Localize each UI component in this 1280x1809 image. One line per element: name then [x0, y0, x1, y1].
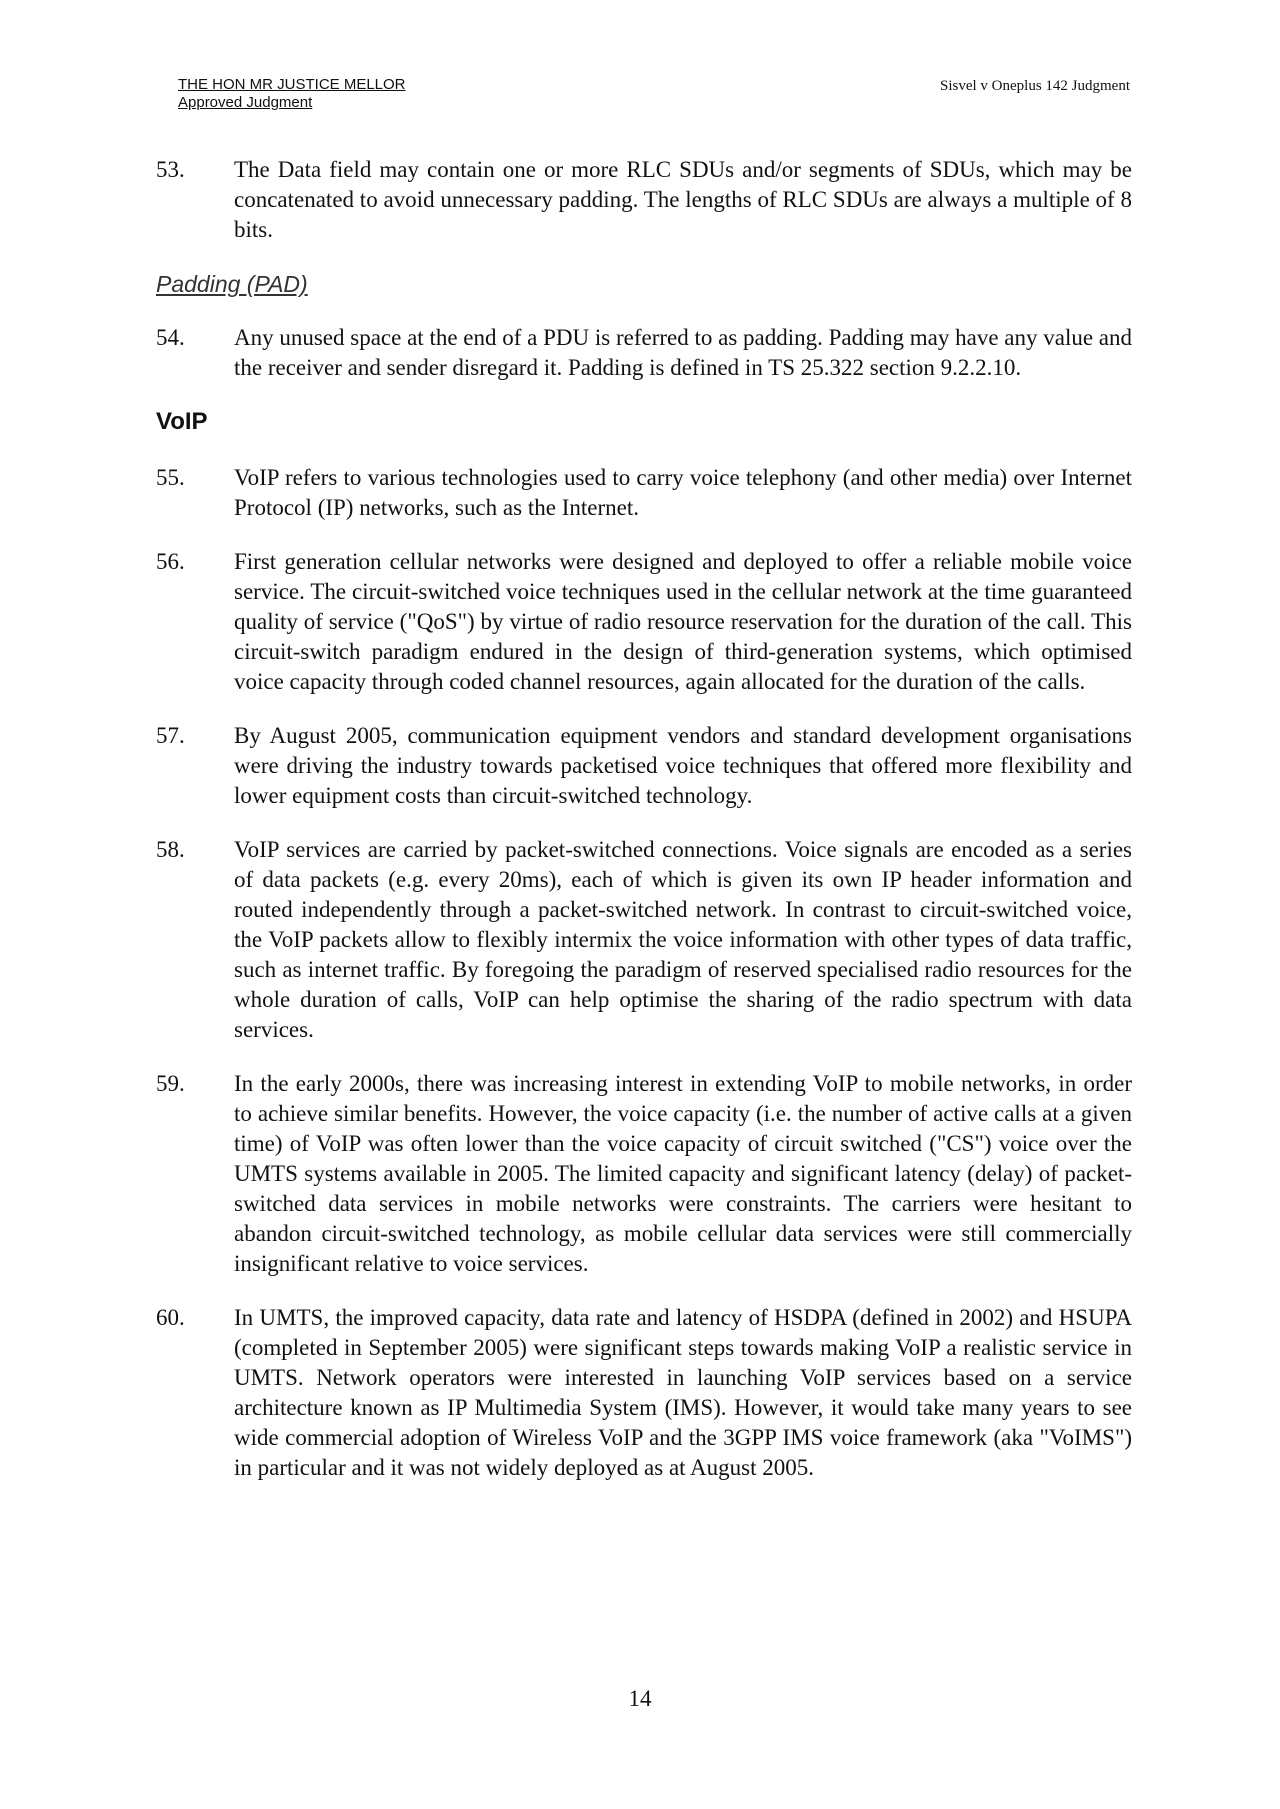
paragraph-59 [156, 1069, 1132, 1279]
judgment-status: Approved Judgment [178, 94, 313, 111]
paragraph-54 [156, 323, 1132, 383]
paragraph-number: 55. [156, 465, 185, 490]
paragraph-58 [156, 835, 1132, 1045]
paragraph-number: 58. [156, 837, 185, 862]
paragraph-text: In UMTS, the improved capacity, data rate and latency of HSDPA (defined in 2002) and HSUPA (completed in September 2005) were significant steps towards making VoIP a realistic service in UMTS. Network operators were interested in launching VoIP services based on a service architecture known as IP Multimedia System (IMS). However, it would take many years to see wide commercial adoption of Wireless VoIP and the 3GPP IMS voice framework (aka "VoIMS") in particular and it was not widely deployed as at August 2005. [234, 1305, 1132, 1480]
judge-name: THE HON MR JUSTICE MELLOR [178, 76, 406, 93]
section-heading-voip: VoIP [156, 408, 208, 435]
paragraph-number: 60. [156, 1305, 185, 1330]
paragraph-number: 54. [156, 325, 185, 350]
paragraph-57 [156, 721, 1132, 811]
page-header-left [178, 76, 406, 112]
paragraph-text: Any unused space at the end of a PDU is referred to as padding. Padding may have any value and the receiver and sender disregard it. Padding is defined in TS 25.322 section 9.2.2.10. [234, 325, 1133, 380]
paragraph-text: First generation cellular networks were designed and deployed to offer a reliable mobile voice service. The circuit-switched voice techniques used in the cellular network at the time guaranteed quality of service ("QoS") by virtue of radio resource reservation for the duration of the call. This circuit-switch paradigm endured in the design of third-generation systems, which optimised voice capacity through coded channel resources, again allocated for the duration of the calls. [234, 549, 1132, 694]
paragraph-number: 57. [156, 723, 185, 748]
paragraph-text: By August 2005, communication equipment vendors and standard development organisations were driving the industry towards packetised voice techniques that offered more flexibility and lower equipment costs than circuit-switched technology. [234, 723, 1132, 808]
paragraph-number: 56. [156, 549, 185, 574]
subheading-padding: Padding (PAD) [156, 271, 308, 297]
paragraph-text: VoIP refers to various technologies used to carry voice telephony (and other media) over Internet Protocol (IP) networks, such as the Internet. [234, 465, 1132, 520]
paragraph-text: The Data field may contain one or more RLC SDUs and/or segments of SDUs, which may be concatenated to avoid unnecessary padding. The lengths of RLC SDUs are always a multiple of 8 bits. [234, 157, 1132, 242]
paragraph-53 [156, 155, 1132, 245]
paragraph-number: 59. [156, 1071, 185, 1096]
page-number: 14 [628, 1686, 652, 1711]
paragraph-number: 53. [156, 157, 185, 182]
paragraph-56 [156, 547, 1132, 697]
paragraph-60 [156, 1303, 1132, 1483]
paragraph-text: In the early 2000s, there was increasing interest in extending VoIP to mobile networks, in order to achieve similar benefits. However, the voice capacity (i.e. the number of active calls at a given time) of VoIP was often lower than the voice capacity of circuit switched ("CS") voice over the UMTS systems available in 2005. The limited capacity and significant latency (delay) of packet-switched data services in mobile networks were constraints. The carriers were hesitant to abandon circuit-switched technology, as mobile cellular data services were still commercially insignificant relative to voice services. [234, 1071, 1132, 1276]
case-title: Sisvel v Oneplus 142 Judgment [940, 78, 1130, 94]
paragraph-text: VoIP services are carried by packet-switched connections. Voice signals are encoded as a series of data packets (e.g. every 20ms), each of which is given its own IP header information and routed independently through a packet-switched network. In contrast to circuit-switched voice, the VoIP packets allow to flexibly intermix the voice information with other types of data traffic, such as internet traffic. By foregoing the paradigm of reserved specialised radio resources for the whole duration of calls, VoIP can help optimise the sharing of the radio spectrum with data services. [234, 837, 1132, 1042]
paragraph-55 [156, 463, 1132, 523]
judgment-body [156, 155, 1132, 1507]
